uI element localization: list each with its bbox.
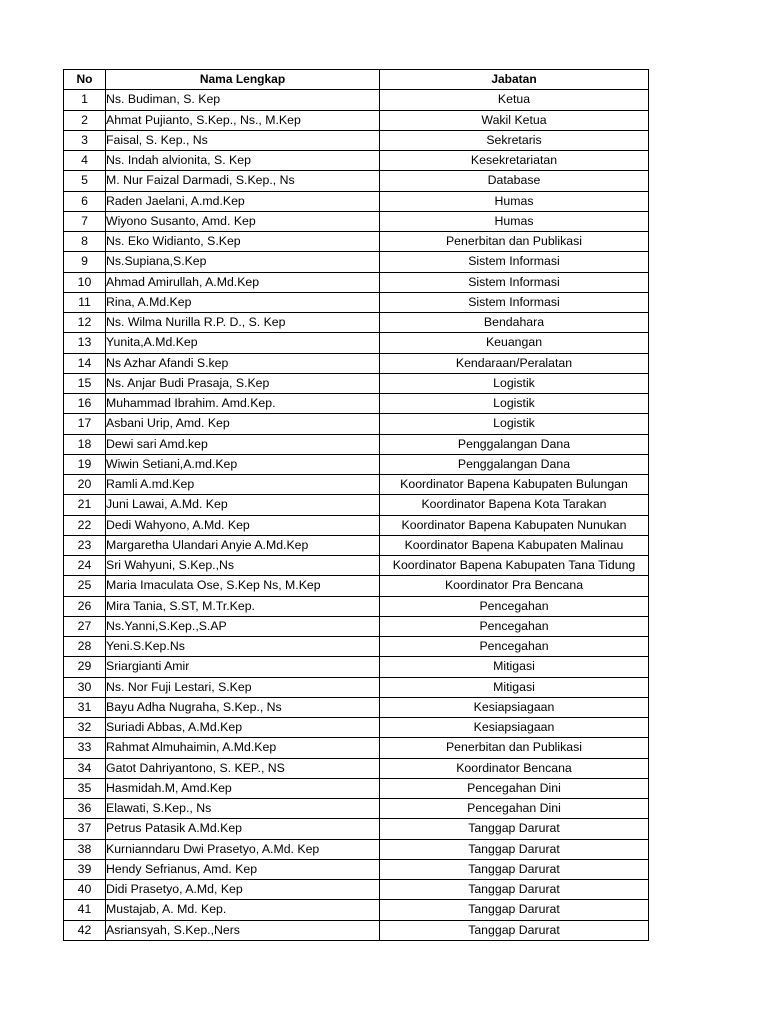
table-row [64, 151, 649, 171]
row-number-cell: 27 [64, 616, 106, 636]
name-cell: Sriargianti Amir [106, 657, 380, 677]
position-cell: Bendahara [380, 313, 649, 333]
name-cell: Ns. Indah alvionita, S. Kep [106, 151, 380, 171]
table-row [64, 657, 649, 677]
position-cell: Humas [380, 191, 649, 211]
header-name: Nama Lengkap [106, 70, 380, 90]
position-cell: Mitigasi [380, 657, 649, 677]
table-row [64, 373, 649, 393]
row-number-cell: 3 [64, 130, 106, 150]
name-cell: Didi Prasetyo, A.Md, Kep [106, 880, 380, 900]
name-cell: Ramli A.md.Kep [106, 475, 380, 495]
name-cell: Yunita,A.Md.Kep [106, 333, 380, 353]
position-cell: Keuangan [380, 333, 649, 353]
table-row [64, 252, 649, 272]
row-number-cell: 22 [64, 515, 106, 535]
table-row [64, 515, 649, 535]
row-number-cell: 39 [64, 859, 106, 879]
name-cell: Ahmad Amirullah, A.Md.Kep [106, 272, 380, 292]
row-number-cell: 31 [64, 697, 106, 717]
table-row [64, 191, 649, 211]
table-row [64, 110, 649, 130]
name-cell: Maria Imaculata Ose, S.Kep Ns, M.Kep [106, 576, 380, 596]
position-cell: Sistem Informasi [380, 252, 649, 272]
row-number-cell: 5 [64, 171, 106, 191]
position-cell: Koordinator Bencana [380, 758, 649, 778]
position-cell: Pencegahan [380, 596, 649, 616]
position-cell: Database [380, 171, 649, 191]
name-cell: Hasmidah.M, Amd.Kep [106, 778, 380, 798]
position-cell: Sistem Informasi [380, 292, 649, 312]
table-row [64, 839, 649, 859]
name-cell: Elawati, S.Kep., Ns [106, 799, 380, 819]
row-number-cell: 28 [64, 637, 106, 657]
position-cell: Tanggap Darurat [380, 839, 649, 859]
name-cell: Ns Azhar Afandi S.kep [106, 353, 380, 373]
row-number-cell: 30 [64, 677, 106, 697]
name-cell: Margaretha Ulandari Anyie A.Md.Kep [106, 535, 380, 555]
position-cell: Logistik [380, 394, 649, 414]
name-cell: Asriansyah, S.Kep.,Ners [106, 920, 380, 940]
position-cell: Pencegahan [380, 637, 649, 657]
position-cell: Pencegahan [380, 616, 649, 636]
position-cell: Koordinator Bapena Kota Tarakan [380, 495, 649, 515]
position-cell: Logistik [380, 373, 649, 393]
table-row [64, 292, 649, 312]
position-cell: Tanggap Darurat [380, 900, 649, 920]
position-cell: Koordinator Bapena Kabupaten Malinau [380, 535, 649, 555]
table-row [64, 799, 649, 819]
table-row [64, 637, 649, 657]
position-cell: Penerbitan dan Publikasi [380, 738, 649, 758]
name-cell: Faisal, S. Kep., Ns [106, 130, 380, 150]
row-number-cell: 41 [64, 900, 106, 920]
position-cell: Kesiapsiagaan [380, 718, 649, 738]
row-number-cell: 32 [64, 718, 106, 738]
row-number-cell: 40 [64, 880, 106, 900]
row-number-cell: 8 [64, 232, 106, 252]
position-cell: Koordinator Bapena Kabupaten Bulungan [380, 475, 649, 495]
row-number-cell: 21 [64, 495, 106, 515]
name-cell: Ns.Yanni,S.Kep.,S.AP [106, 616, 380, 636]
table-row [64, 880, 649, 900]
name-cell: Asbani Urip, Amd. Kep [106, 414, 380, 434]
position-cell: Tanggap Darurat [380, 859, 649, 879]
row-number-cell: 1 [64, 90, 106, 110]
position-cell: Kesekretariatan [380, 151, 649, 171]
position-cell: Pencegahan Dini [380, 778, 649, 798]
table-row [64, 211, 649, 231]
position-cell: Wakil Ketua [380, 110, 649, 130]
row-number-cell: 10 [64, 272, 106, 292]
name-cell: Rahmat Almuhaimin, A.Md.Kep [106, 738, 380, 758]
row-number-cell: 9 [64, 252, 106, 272]
name-cell: Wiyono Susanto, Amd. Kep [106, 211, 380, 231]
name-cell: Ns. Nor Fuji Lestari, S.Kep [106, 677, 380, 697]
name-cell: Ns. Eko Widianto, S.Kep [106, 232, 380, 252]
position-cell: Kendaraan/Peralatan [380, 353, 649, 373]
table-row [64, 778, 649, 798]
table-row [64, 454, 649, 474]
name-cell: Muhammad Ibrahim. Amd.Kep. [106, 394, 380, 414]
table-row [64, 819, 649, 839]
row-number-cell: 24 [64, 556, 106, 576]
table-row [64, 677, 649, 697]
position-cell: Koordinator Bapena Kabupaten Nunukan [380, 515, 649, 535]
name-cell: Ns. Budiman, S. Kep [106, 90, 380, 110]
table-row [64, 232, 649, 252]
name-cell: Dedi Wahyono, A.Md. Kep [106, 515, 380, 535]
row-number-cell: 26 [64, 596, 106, 616]
row-number-cell: 12 [64, 313, 106, 333]
position-cell: Ketua [380, 90, 649, 110]
name-cell: Ns. Anjar Budi Prasaja, S.Kep [106, 373, 380, 393]
position-cell: Mitigasi [380, 677, 649, 697]
name-cell: Raden Jaelani, A.md.Kep [106, 191, 380, 211]
table-row [64, 556, 649, 576]
position-cell: Pencegahan Dini [380, 799, 649, 819]
row-number-cell: 18 [64, 434, 106, 454]
position-cell: Sistem Informasi [380, 272, 649, 292]
row-number-cell: 6 [64, 191, 106, 211]
table-row [64, 596, 649, 616]
name-cell: Petrus Patasik A.Md.Kep [106, 819, 380, 839]
position-cell: Humas [380, 211, 649, 231]
table-row [64, 738, 649, 758]
name-cell: Ns.Supiana,S.Kep [106, 252, 380, 272]
position-cell: Logistik [380, 414, 649, 434]
position-cell: Kesiapsiagaan [380, 697, 649, 717]
row-number-cell: 16 [64, 394, 106, 414]
table-row [64, 859, 649, 879]
position-cell: Tanggap Darurat [380, 819, 649, 839]
name-cell: Dewi sari Amd.kep [106, 434, 380, 454]
row-number-cell: 14 [64, 353, 106, 373]
position-cell: Koordinator Bapena Kabupaten Tana Tidung [380, 556, 649, 576]
header-row [64, 70, 649, 90]
table-row [64, 495, 649, 515]
row-number-cell: 20 [64, 475, 106, 495]
name-cell: Kurnianndaru Dwi Prasetyo, A.Md. Kep [106, 839, 380, 859]
table-row [64, 576, 649, 596]
name-cell: Suriadi Abbas, A.Md.Kep [106, 718, 380, 738]
table-row [64, 171, 649, 191]
row-number-cell: 13 [64, 333, 106, 353]
name-cell: Ns. Wilma Nurilla R.P. D., S. Kep [106, 313, 380, 333]
header-no: No [64, 70, 106, 90]
table-row [64, 394, 649, 414]
row-number-cell: 34 [64, 758, 106, 778]
name-cell: Wiwin Setiani,A.md.Kep [106, 454, 380, 474]
table-row [64, 535, 649, 555]
position-cell: Penggalangan Dana [380, 454, 649, 474]
row-number-cell: 11 [64, 292, 106, 312]
table-row [64, 616, 649, 636]
position-cell: Tanggap Darurat [380, 920, 649, 940]
roster-table [63, 69, 649, 941]
row-number-cell: 36 [64, 799, 106, 819]
table-row [64, 414, 649, 434]
row-number-cell: 38 [64, 839, 106, 859]
name-cell: Mira Tania, S.ST, M.Tr.Kep. [106, 596, 380, 616]
row-number-cell: 42 [64, 920, 106, 940]
table-body [64, 90, 649, 941]
row-number-cell: 29 [64, 657, 106, 677]
row-number-cell: 37 [64, 819, 106, 839]
row-number-cell: 23 [64, 535, 106, 555]
table-row [64, 718, 649, 738]
row-number-cell: 15 [64, 373, 106, 393]
row-number-cell: 35 [64, 778, 106, 798]
name-cell: Juni Lawai, A.Md. Kep [106, 495, 380, 515]
row-number-cell: 17 [64, 414, 106, 434]
name-cell: Sri Wahyuni, S.Kep.,Ns [106, 556, 380, 576]
name-cell: M. Nur Faizal Darmadi, S.Kep., Ns [106, 171, 380, 191]
position-cell: Penerbitan dan Publikasi [380, 232, 649, 252]
position-cell: Sekretaris [380, 130, 649, 150]
table-row [64, 758, 649, 778]
table-row [64, 920, 649, 940]
header-position: Jabatan [380, 70, 649, 90]
name-cell: Gatot Dahriyantono, S. KEP., NS [106, 758, 380, 778]
row-number-cell: 4 [64, 151, 106, 171]
name-cell: Hendy Sefrianus, Amd. Kep [106, 859, 380, 879]
row-number-cell: 7 [64, 211, 106, 231]
table-row [64, 353, 649, 373]
table-header [64, 70, 649, 90]
table-row [64, 313, 649, 333]
table-row [64, 900, 649, 920]
name-cell: Mustajab, A. Md. Kep. [106, 900, 380, 920]
table-row [64, 434, 649, 454]
name-cell: Bayu Adha Nugraha, S.Kep., Ns [106, 697, 380, 717]
table-row [64, 697, 649, 717]
name-cell: Rina, A.Md.Kep [106, 292, 380, 312]
table-row [64, 130, 649, 150]
name-cell: Yeni.S.Kep.Ns [106, 637, 380, 657]
row-number-cell: 2 [64, 110, 106, 130]
row-number-cell: 33 [64, 738, 106, 758]
name-cell: Ahmat Pujianto, S.Kep., Ns., M.Kep [106, 110, 380, 130]
position-cell: Penggalangan Dana [380, 434, 649, 454]
table-row [64, 475, 649, 495]
table-row [64, 272, 649, 292]
row-number-cell: 19 [64, 454, 106, 474]
row-number-cell: 25 [64, 576, 106, 596]
position-cell: Koordinator Pra Bencana [380, 576, 649, 596]
table-row [64, 90, 649, 110]
table-row [64, 333, 649, 353]
position-cell: Tanggap Darurat [380, 880, 649, 900]
